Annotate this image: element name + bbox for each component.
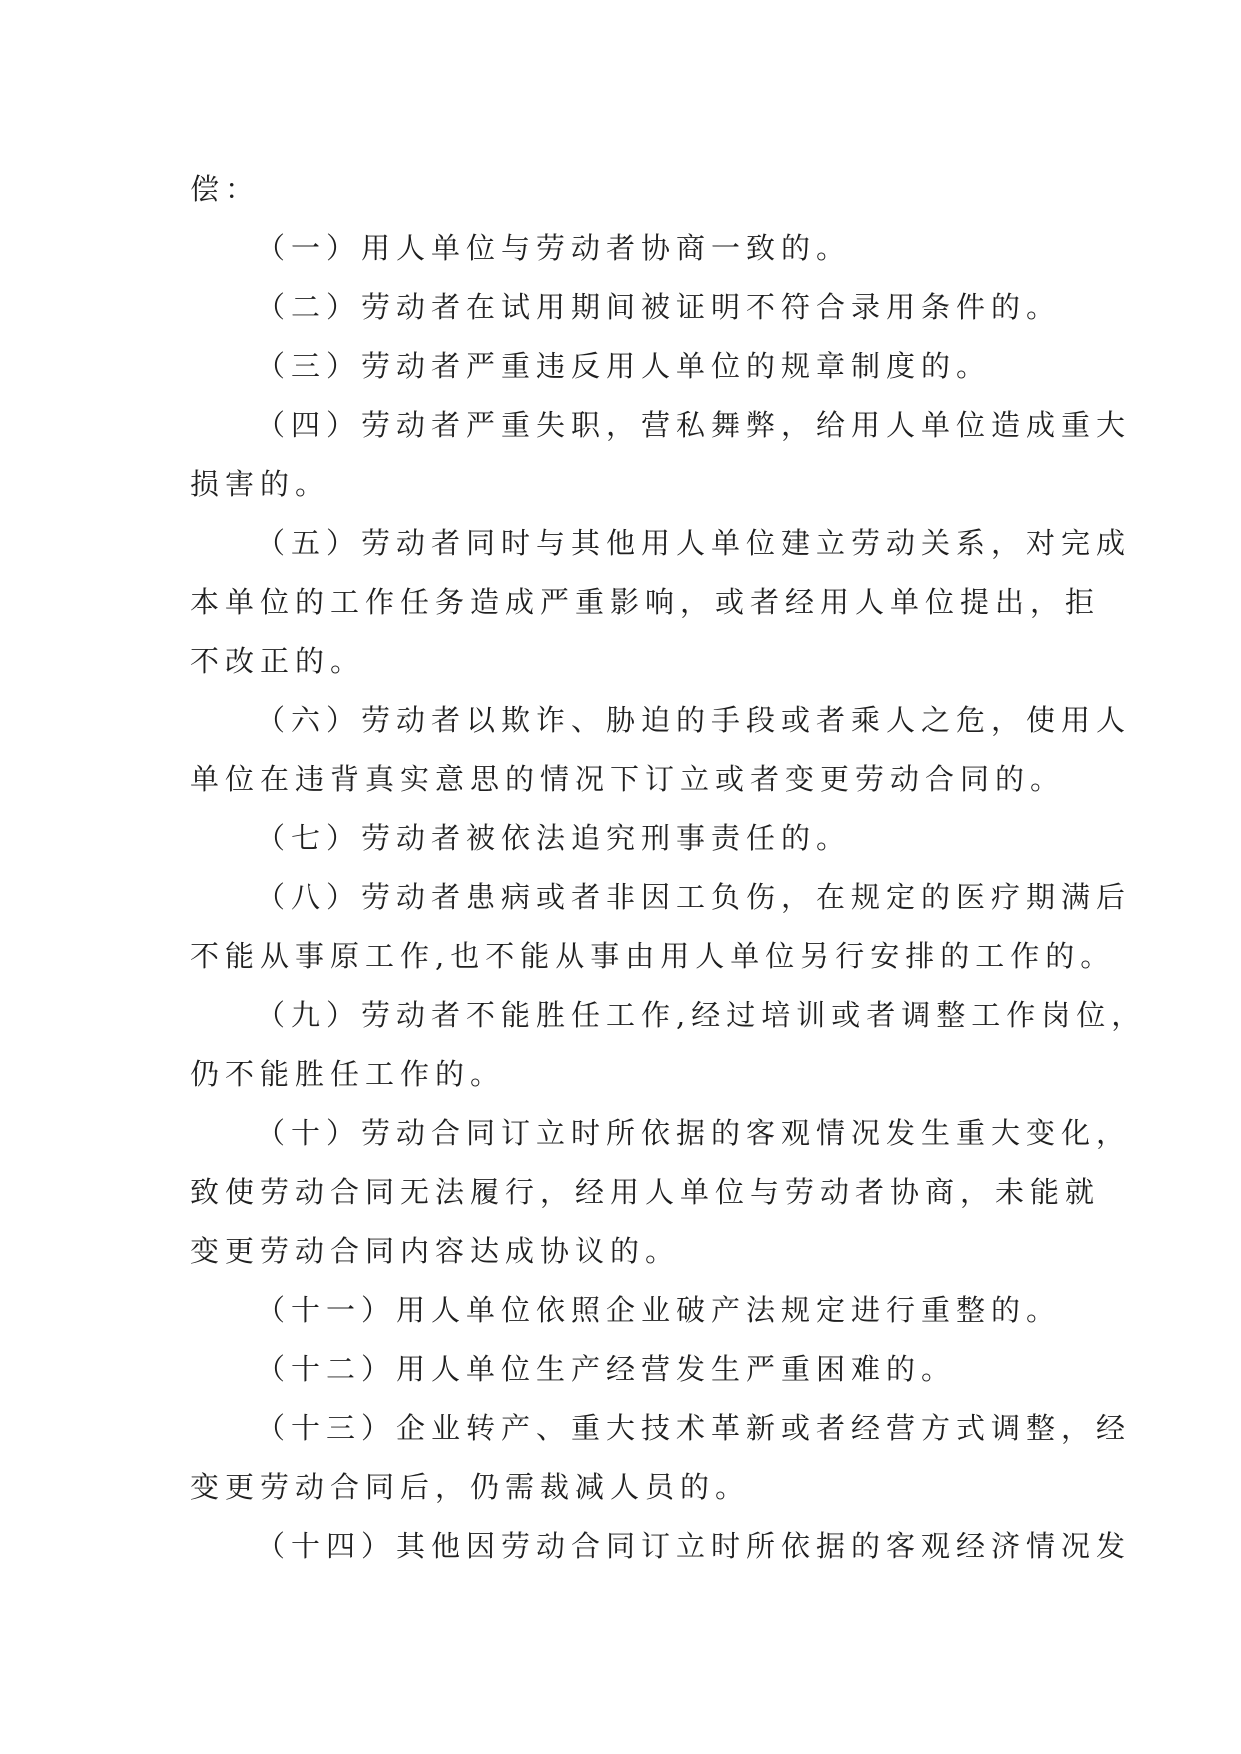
text-line: （四）劳动者严重失职，营私舞弊，给用人单位造成重大 [256, 408, 1132, 442]
text-line: （十三）企业转产、重大技术革新或者经营方式调整，经 [256, 1411, 1132, 1445]
clause-1 [190, 219, 1060, 278]
clause-14 [190, 1517, 1132, 1576]
text-line: 不能从事原工作,也不能从事由用人单位另行安排的工作的。 [190, 939, 1116, 973]
clause-9 [190, 986, 1147, 1104]
text-line: 单位在违背真实意思的情况下订立或者变更劳动合同的。 [190, 762, 1066, 796]
text-line: （二）劳动者在试用期间被证明不符合录用条件的。 [256, 290, 1062, 324]
document-body [190, 160, 1147, 1576]
text-line: （八）劳动者患病或者非因工负伤，在规定的医疗期满后 [256, 880, 1132, 914]
text-line: （十二）用人单位生产经营发生严重困难的。 [256, 1352, 957, 1386]
text-line: 本单位的工作任务造成严重影响，或者经用人单位提出，拒 [190, 585, 1101, 619]
text-line: 变更劳动合同后，仍需裁减人员的。 [190, 1470, 751, 1504]
clause-2 [190, 278, 1060, 337]
text-line: （三）劳动者严重违反用人单位的规章制度的。 [256, 349, 992, 383]
text-line: 仍不能胜任工作的。 [190, 1057, 506, 1091]
text-line: 致使劳动合同无法履行，经用人单位与劳动者协商，未能就 [190, 1175, 1101, 1209]
text-line: 不改正的。 [190, 644, 366, 678]
clause-10 [190, 1104, 1132, 1281]
text-line: （一）用人单位与劳动者协商一致的。 [256, 231, 852, 265]
text-line: （七）劳动者被依法追究刑事责任的。 [256, 821, 852, 855]
clause-6 [190, 691, 1132, 809]
paragraph-continuation [190, 160, 1060, 219]
text-line: 变更劳动合同内容达成协议的。 [190, 1234, 681, 1268]
text-line: （十四）其他因劳动合同订立时所依据的客观经济情况发 [256, 1529, 1132, 1563]
clause-12 [190, 1340, 1060, 1399]
clause-3 [190, 337, 1060, 396]
text-line: 损害的。 [190, 467, 331, 501]
text-line: 偿： [190, 172, 261, 206]
clause-4 [190, 396, 1132, 514]
text-line: （六）劳动者以欺诈、胁迫的手段或者乘人之危，使用人 [256, 703, 1132, 737]
text-line: （五）劳动者同时与其他用人单位建立劳动关系，对完成 [256, 526, 1132, 560]
text-line: （九）劳动者不能胜任工作,经过培训或者调整工作岗位， [256, 998, 1147, 1032]
clause-7 [190, 809, 1060, 868]
text-line: （十）劳动合同订立时所依据的客观情况发生重大变化， [256, 1116, 1132, 1150]
clause-8 [190, 868, 1132, 986]
clause-5 [190, 514, 1132, 691]
clause-13 [190, 1399, 1132, 1517]
text-line: （十一）用人单位依照企业破产法规定进行重整的。 [256, 1293, 1062, 1327]
clause-11 [190, 1281, 1060, 1340]
